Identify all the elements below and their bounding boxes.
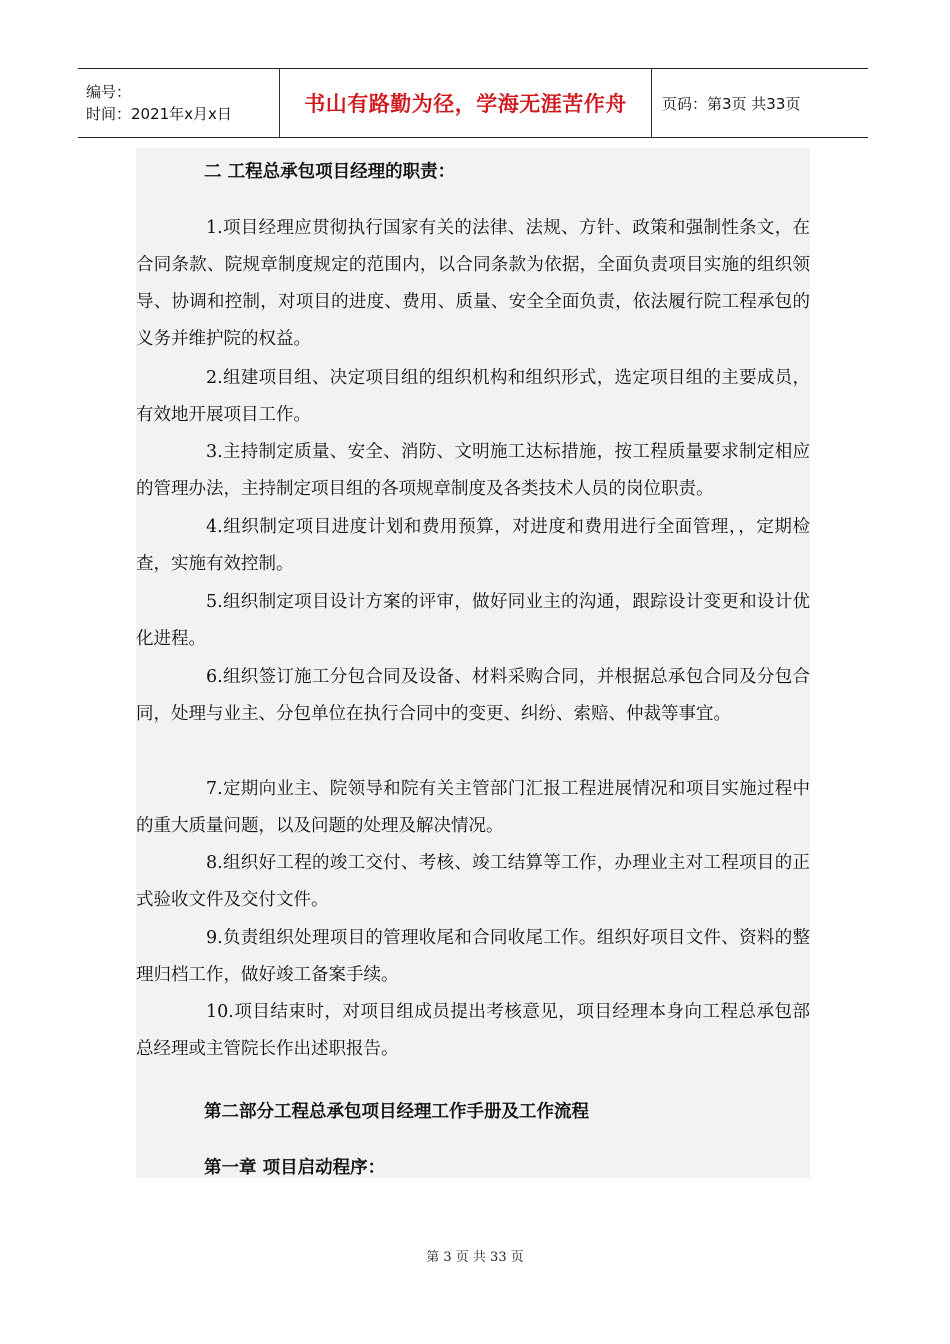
duty-item-5: 5.组织制定项目设计方案的评审，做好同业主的沟通，跟踪设计变更和设计优化进程。 (136, 592, 810, 649)
duty-item-6: 6.组织签订施工分包合同及设备、材料采购合同，并根据总承包合同及分包合同，处理与业主、分包单位在执行合同中的变更、纠纷、索赔、仲裁等事宜。 (136, 667, 810, 724)
duty-item-10: 10.项目结束时，对项目组成员提出考核意见，项目经理本身向工程总承包部总经理或主管院长作出述职报告。 (136, 1002, 810, 1059)
code-label: 编号： (86, 83, 132, 101)
page-footer: 第 3 页 共 33 页 (426, 1250, 524, 1265)
header-meta (78, 69, 280, 137)
motto: 书山有路勤为径，学海无涯苦作舟 (304, 92, 627, 116)
page-info: 页码：第3页 共33页 (662, 94, 801, 113)
duty-item-9: 9.负责组织处理项目的管理收尾和合同收尾工作。组织好项目文件、资料的整理归档工作，做好竣工备案手续。 (136, 928, 810, 985)
duty-item-1: 1.项目经理应贯彻执行国家有关的法律、法规、方针、政策和强制性条文，在合同条款、院规章制度规定的范围内，以合同条款为依据，全面负责项目实施的组织领导、协调和控制，对项目的进度、费用、质量、安全全面负责，依法履行院工程承包的义务并维护院的权益。 (136, 218, 810, 349)
document-body (136, 148, 810, 1178)
time-label: 时间：2021年x月x日 (86, 105, 232, 123)
chapter-title: 第一章 项目启动程序： (204, 1158, 386, 1178)
duty-item-2: 2.组建项目组、决定项目组的组织机构和组织形式，选定项目组的主要成员，有效地开展项目工作。 (136, 368, 810, 425)
document-header (78, 68, 868, 138)
part-title: 第二部分工程总承包项目经理工作手册及工作流程 (204, 1102, 589, 1122)
duty-item-3: 3.主持制定质量、安全、消防、文明施工达标措施，按工程质量要求制定相应的管理办法，主持制定项目组的各项规章制度及各类技术人员的岗位职责。 (136, 442, 810, 499)
section-title: 二 工程总承包项目经理的职责： (204, 162, 456, 182)
duty-item-8: 8.组织好工程的竣工交付、考核、竣工结算等工作，办理业主对工程项目的正式验收文件及交付文件。 (136, 853, 810, 910)
header-page-cell (652, 69, 868, 137)
duty-item-4: 4.组织制定项目进度计划和费用预算，对进度和费用进行全面管理，，定期检查，实施有效控制。 (136, 517, 810, 574)
duty-item-7: 7.定期向业主、院领导和院有关主管部门汇报工程进展情况和项目实施过程中的重大质量问题，以及问题的处理及解决情况。 (136, 779, 810, 836)
header-motto-cell (280, 69, 652, 137)
